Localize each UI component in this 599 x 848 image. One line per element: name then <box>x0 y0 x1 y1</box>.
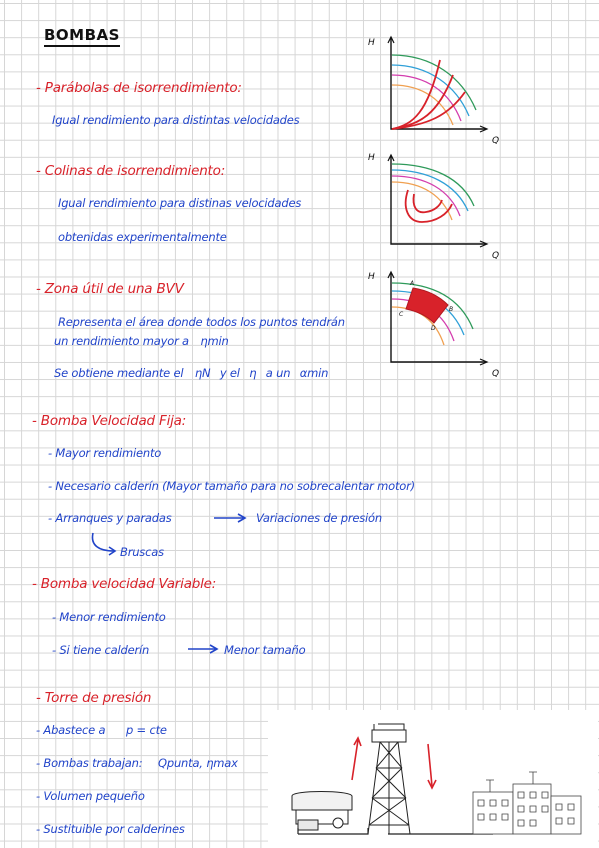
heading-torre: - Torre de presión <box>36 690 152 706</box>
graph-colinas <box>368 148 498 263</box>
text-fija-2: - Necesario calderín (Mayor tamaño para no sobrecalentar motor) <box>48 479 415 493</box>
symbol-alpha-min: αmin <box>299 366 329 380</box>
graph1-xlabel: Q <box>492 136 500 146</box>
graph3-point-d: D <box>431 325 436 332</box>
pump-house <box>292 792 352 831</box>
text-torre-2: - Bombas trabajan: <box>36 756 143 770</box>
graph1-axes <box>391 38 486 129</box>
graph3-ylabel: H <box>368 272 375 282</box>
text-zona-1: Representa el área donde todos los puntos tendrán <box>58 315 345 329</box>
text-colinas-1: Igual rendimiento para distinas velocidades <box>58 196 302 210</box>
text-torre-1: - Abastece a <box>36 723 106 737</box>
text-torre-3: - Volumen pequeño <box>36 789 145 803</box>
text-zona-2 <box>54 334 229 348</box>
text-torre-1b: p = cte <box>126 723 167 737</box>
text-variable-2: - Si tiene calderín <box>52 643 150 657</box>
page-title: BOMBAS <box>44 26 120 47</box>
symbol-eta-min: ηmin <box>200 334 229 348</box>
heading-velocidad-fija: - Bomba Velocidad Fija: <box>32 413 187 429</box>
text-zona-2-a: un rendimiento mayor a <box>54 334 189 348</box>
text-variable-1: - Menor rendimiento <box>52 610 166 624</box>
heading-velocidad-variable: - Bomba velocidad Variable: <box>32 576 217 592</box>
graph3-point-a: A <box>410 280 415 287</box>
graph3-point-c: C <box>399 311 404 318</box>
text-fija-3: - Arranques y paradas <box>48 511 172 525</box>
heading-colinas: - Colinas de isorrendimiento: <box>36 163 226 179</box>
graph-zona-util <box>368 265 498 380</box>
graph2-ylabel: H <box>368 153 375 163</box>
graph-parabolas <box>368 30 498 145</box>
text-fija-1: - Mayor rendimiento <box>48 446 162 460</box>
symbol-eta: η <box>249 366 257 380</box>
text-parabolas-1: Igual rendimiento para distintas velocidades <box>52 113 300 127</box>
text-fija-4: Variaciones de presión <box>256 511 382 525</box>
graph3-xlabel: Q <box>492 369 500 379</box>
heading-parabolas: - Parábolas de isorrendimiento: <box>36 80 242 96</box>
text-variable-3: Menor tamaño <box>224 643 306 657</box>
graph1-ylabel: H <box>368 38 375 48</box>
text-torre-4: - Sustituible por calderines <box>36 822 185 836</box>
text-torre-2b: Qpunta, ηmax <box>158 756 238 770</box>
text-zona-3-a: Se obtiene mediante el <box>54 366 184 380</box>
symbol-eta-n: ηN <box>194 366 211 380</box>
tower-illustration <box>268 710 598 848</box>
graph3-point-b: B <box>449 306 454 313</box>
graph2-xlabel: Q <box>492 251 500 261</box>
heading-zona-util: - Zona útil de una BVV <box>36 281 184 297</box>
text-zona-3-c: a un <box>265 366 291 380</box>
text-colinas-2: obtenidas experimentalmente <box>58 230 227 244</box>
text-fija-5: Bruscas <box>120 545 164 559</box>
text-zona-3 <box>54 366 328 380</box>
text-zona-3-b: y el <box>219 366 240 380</box>
